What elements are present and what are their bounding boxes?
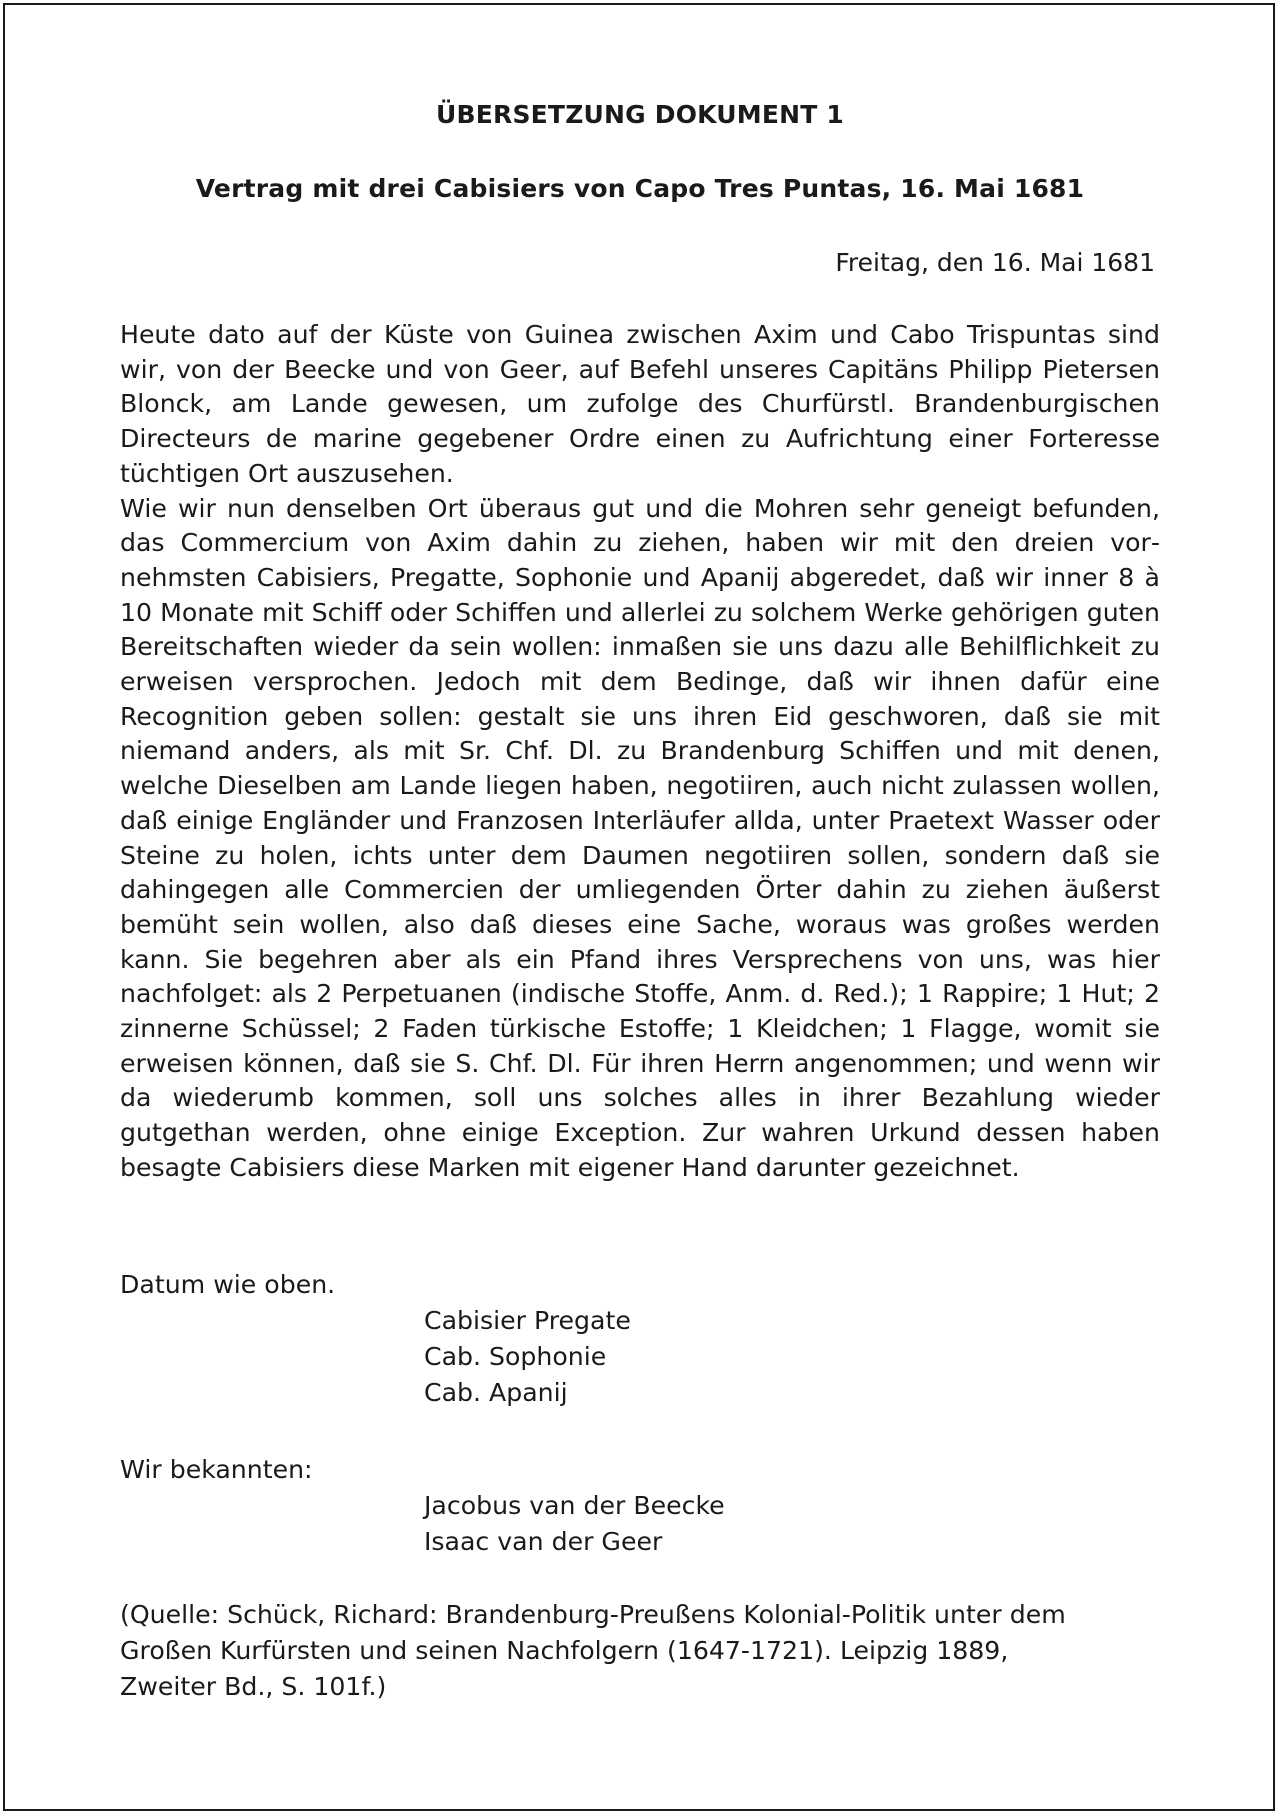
document-subtitle: Vertrag mit drei Cabisiers von Capo Tres Puntas, 16. Mai 1681: [195, 174, 1085, 203]
witness-signature: Jacobus van der Beecke: [424, 1491, 725, 1520]
cabisier-signature: Cab. Sophonie: [424, 1342, 607, 1371]
source-line: (Quelle: Schück, Richard: Brandenburg-Preußens Kolonial-Politik unter dem: [120, 1600, 1066, 1629]
witness-label: Wir bekannten:: [120, 1455, 313, 1484]
cabisier-signature: Cab. Apanij: [424, 1378, 568, 1407]
source-line: Großen Kurfürsten und seinen Nachfolgern (1647-1721). Leipzig 1889,: [120, 1636, 1009, 1665]
closing-date: Datum wie oben.: [120, 1270, 336, 1299]
paragraph: Wie wir nun denselben Ort überaus gut und die Mohren sehr geneigt befunden, das Commercium von Axim dahin zu ziehen, haben wir mit den dreien vornehmsten Cabisiers, Pregatte, Sophonie und Apanij abgeredet, daß wir inner 8 à 10 Monate mit Schiff oder Schiffen und allerlei zu solchem Werke gehörigen guten Bereitschaften wieder da sein wollen: inmaßen sie uns dazu alle Behilflichkeit zu erweisen versprochen. Jedoch mit dem Bedinge, daß wir ihnen dafür eine Recognition geben sollen: gestalt sie uns ihren Eid geschworen, daß sie mit niemand anders, als mit Sr. Chf. Dl. zu Brandenburg Schiffen und mit denen, welche Dieselben am Lande liegen haben, negotiiren, auch nicht zulassen wollen, daß einige Engländer und Franzosen Interläufer allda, unter Praetext Wasser oder Steine zu holen, ichts unter dem Daumen negotiiren sollen, sondern daß sie dahingegen alle Commercien der umliegenden Örter dahin zu ziehen äußerst bemüht sein wollen, also daß dieses eine Sache, woraus was großes werden kann. Sie begehren aber als ein Pfand ihres Versprechens von uns, was hier nachfolget: als 2 Perpetuanen (indische Stoffe, Anm. d. Red.); 1 Rappire; 1 Hut; 2 zinnerne Schüssel; 2 Faden türkische Estoffe; 1 Kleidchen; 1 Flagge, womit sie erweisen können, daß sie S. Chf. Dl. Für ihren Herrn angenommen; und wenn wir da wiederumb kommen, soll uns solches alles in ihrer Bezahlung wieder gutgethan werden, ohne einige Exception. Zur wahren Urkund dessen haben besagte Cabisiers diese Marken mit eigener Hand darunter gezeichnet.: [120, 493, 1160, 1182]
document-title: ÜBERSETZUNG DOKUMENT 1: [435, 100, 845, 129]
witness-signature: Isaac van der Geer: [424, 1527, 663, 1556]
source-line: Zweiter Bd., S. 101f.): [120, 1672, 387, 1701]
document-date: Freitag, den 16. Mai 1681: [835, 248, 1155, 277]
paragraph: Heute dato auf der Küste von Guinea zwischen Axim und Cabo Trispuntas sind wir, von der Beecke und von Geer, auf Befehl unseres Capitäns Philipp Pietersen Blonck, am Lande gewesen, um zufolge des Churfürstl. Brandenburgischen Directeurs de marine gegebener Ordre einen zu Aufrichtung einer Forteresse tüchtigen Ort auszusehen.: [120, 320, 1160, 488]
source-citation: [120, 1597, 1160, 1705]
cabisier-signature: Cabisier Pregate: [424, 1306, 631, 1335]
document-body: [120, 318, 1160, 1186]
